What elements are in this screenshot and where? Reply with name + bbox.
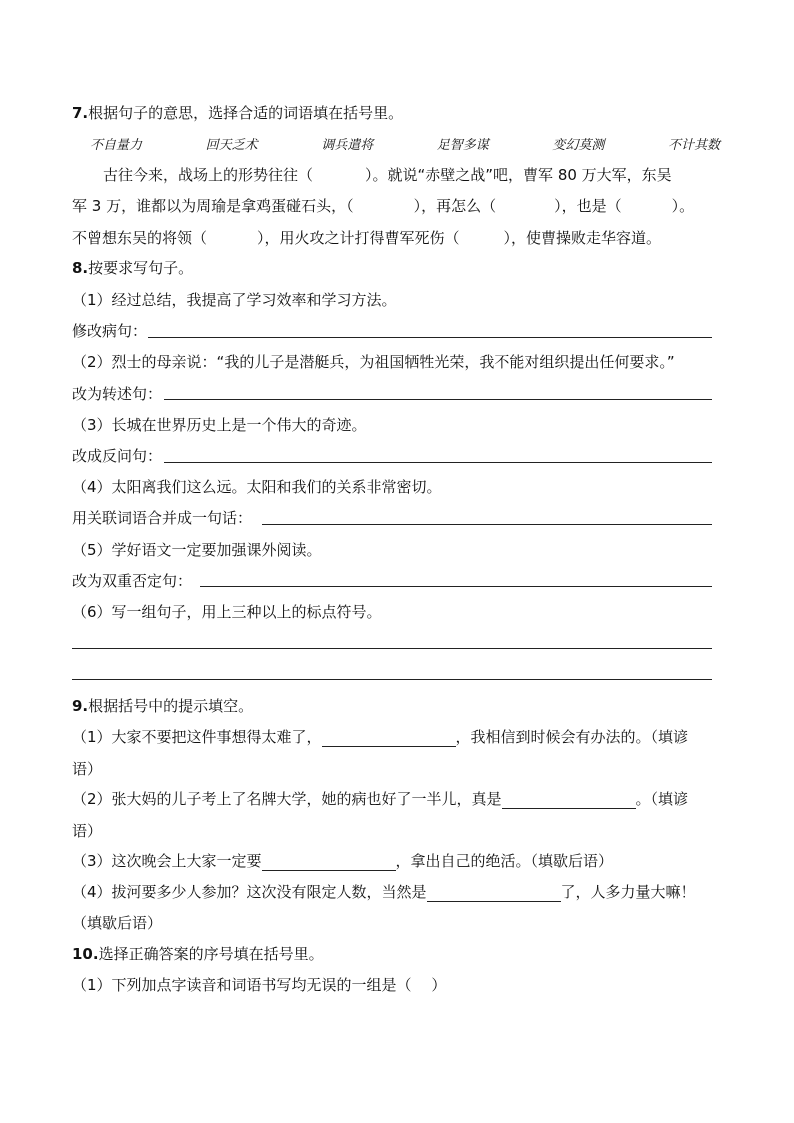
q8-number: 8.	[72, 259, 89, 277]
word-option: 足智多谋	[436, 138, 489, 153]
q9-item-2: （2）张大妈的儿子考上了名牌大学，她的病也好了一半儿，真是 。（填谚	[72, 790, 689, 808]
q10-item-1: （1）下列加点字读音和词语书写均无误的一组是（ ）	[72, 976, 447, 994]
q10-number: 10.	[72, 945, 99, 963]
q7-passage-line-3: 不曾想东吴的将领（ ），用火攻之计打得曹军死伤（ ），使曹操败走华容道。	[72, 229, 662, 247]
q8-heading	[72, 258, 193, 278]
q8-answer-label-4: 用关联词语合并成一句话：	[72, 509, 253, 527]
q9-item-3: （3）这次晚会上大家一定要 ，拿出自己的绝活。（填歇后语）	[72, 852, 614, 870]
answer-line[interactable]	[262, 524, 712, 525]
answer-line[interactable]	[164, 462, 712, 463]
q9-number: 9.	[72, 697, 89, 715]
word-option: 不自量力	[90, 138, 143, 153]
answer-line[interactable]	[164, 399, 712, 400]
q9-item-2-cont: 语）	[72, 822, 103, 840]
q9-item-4-cont: （填歇后语）	[72, 914, 163, 932]
q8-answer-label-3: 改成反问句：	[72, 447, 163, 465]
q7-word-bank	[90, 134, 720, 153]
fill-blank[interactable]	[427, 886, 561, 902]
q8-answer-label-2: 改为转述句：	[72, 385, 163, 403]
word-option: 调兵遣将	[321, 138, 374, 153]
answer-line[interactable]	[72, 679, 712, 680]
word-option: 变幻莫测	[552, 138, 605, 153]
q8-sentence-4: （4）太阳离我们这么远。太阳和我们的关系非常密切。	[72, 478, 442, 496]
q8-sentence-1: （1）经过总结，我提高了学习效率和学习方法。	[72, 291, 397, 309]
q8-answer-label-1: 修改病句：	[72, 322, 148, 340]
q7-title: 根据句子的意思，选择合适的词语填在括号里。	[88, 104, 404, 122]
q9-item-1: （1）大家不要把这件事想得太难了， ，我相信到时候会有办法的。（填谚	[72, 728, 689, 746]
q9-heading	[72, 696, 253, 716]
q10-title: 选择正确答案的序号填在括号里。	[98, 945, 324, 963]
q9-item-1-cont: 语）	[72, 760, 103, 778]
word-option: 回天乏术	[205, 138, 258, 153]
q7-passage-line-2: 军 3 万，谁都以为周瑜是拿鸡蛋碰石头，（ ），再怎么（ ），也是（ ）。	[72, 197, 695, 215]
q8-answer-label-5: 改为双重否定句：	[72, 572, 193, 590]
q7-number: 7.	[72, 104, 89, 122]
fill-blank[interactable]	[322, 731, 456, 747]
q9-title: 根据括号中的提示填空。	[88, 697, 254, 715]
answer-line[interactable]	[200, 586, 712, 587]
answer-line[interactable]	[72, 648, 712, 649]
q10-heading	[72, 944, 324, 964]
q9-item-4: （4）拔河要多少人参加？这次没有限定人数，当然是 了，人多力量大嘛！	[72, 883, 696, 901]
q8-title: 按要求写句子。	[88, 259, 194, 277]
fill-blank[interactable]	[262, 855, 396, 871]
q8-sentence-6: （6）写一组句子，用上三种以上的标点符号。	[72, 603, 382, 621]
fill-blank[interactable]	[502, 793, 636, 809]
q8-sentence-2: （2）烈士的母亲说：“我的儿子是潜艇兵，为祖国牺牲光荣，我不能对组织提出任何要求。”	[72, 353, 675, 371]
q8-sentence-3: （3）长城在世界历史上是一个伟大的奇迹。	[72, 416, 367, 434]
q8-sentence-5: （5）学好语文一定要加强课外阅读。	[72, 541, 322, 559]
word-option: 不计其数	[667, 138, 720, 153]
answer-line[interactable]	[148, 337, 712, 338]
q7-heading	[72, 103, 403, 123]
q7-passage-line-1: 古往今来，战场上的形势往往（ ）。就说“赤壁之战”吧，曹军 80 万大军，东吴	[103, 166, 672, 184]
